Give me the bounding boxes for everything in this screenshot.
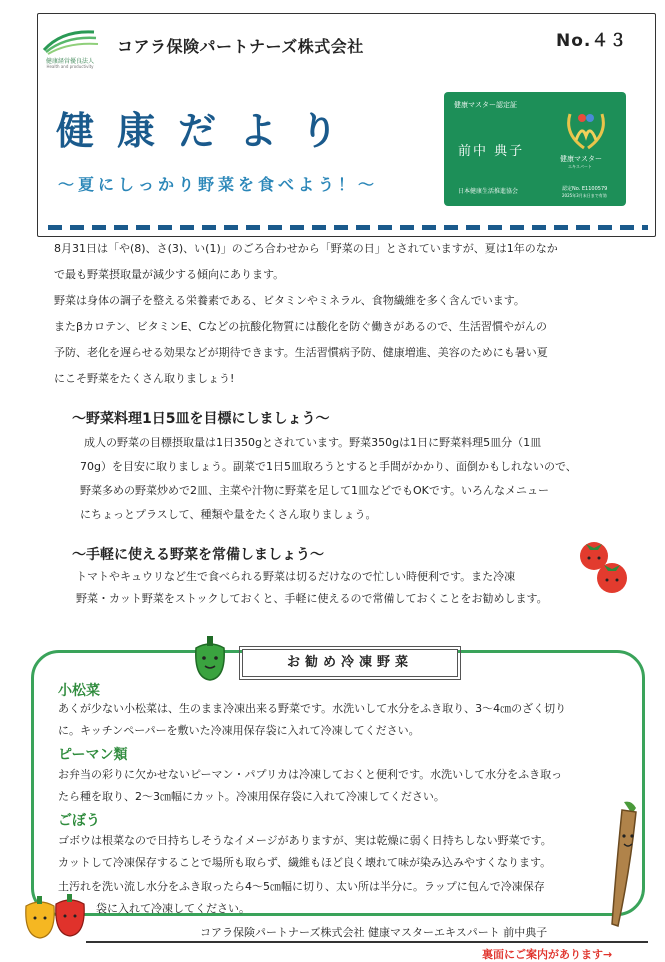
section-heading-stock-vegetables: 〜手軽に使える野菜を常備しましょう〜 [72,547,324,563]
health-master-certificate [444,92,626,206]
section1-line: 野菜多めの野菜炒めで2皿、主菜や汁物に野菜を足して1皿などでもOKです。いろんなメニュー [80,484,549,497]
paprika-illustration-icon [22,888,92,940]
footer-divider [86,941,648,943]
burdock-illustration-icon [596,800,648,932]
certificate-holder-name: 前中 典子 [458,144,525,159]
certificate-number: 認定No. E1100579 [562,186,608,192]
logo-subtext: Health and productivity [46,64,94,69]
intro-line: 予防、老化を遅らせる効果などが期待できます。生活習慣病予防、健康増進、美容のためにも暑い夏 [54,346,548,359]
newsletter-subtitle: 〜夏にしっかり野菜を食べよう！〜 [58,175,379,194]
intro-line: にこそ野菜をたくさん取りましょう! [54,372,235,385]
intro-line: で最も野菜摂取量が減少する傾向にあります。 [54,268,285,281]
section-heading-five-dishes: 〜野菜料理1日5皿を目標にしましょう〜 [72,411,330,427]
dashed-divider [48,225,648,230]
health-management-logo [38,26,102,70]
frozen-vegetables-box [31,650,645,916]
section1-line: 70g）を目安に取りましょう。副菜で1日5皿取ろうとすると手間がかかり、面倒かもしれないので、 [80,460,577,473]
back-page-note: 裏面にご案内があります→ [482,948,613,961]
certificate-expiry: 2025年3月末日まで有効 [562,193,607,198]
issue-number: No.４３ [556,31,628,51]
logo-text: 健康経営優良法人 [45,58,94,65]
footer-author: コアラ保険パートナーズ株式会社 健康マスターエキスパート 前中典子 [200,926,548,939]
komatsuna-line: に。キッチンペーパーを敷いた冷凍用保存袋に入れて冷凍してください。 [58,724,420,737]
pepper-line: お弁当の彩りに欠かせないピーマン・パプリカは冷凍しておくと便利です。水洗いして水分をふき取っ [58,768,563,781]
green-pepper-illustration-icon [190,634,230,682]
komatsuna-heading: 小松菜 [58,683,100,699]
intro-line: 8月31日は「や(8)、さ(3)、い(1)」のごろ合わせから「野菜の日」とされていますが、夏は1年のなか [54,242,558,255]
burdock-line: カットして冷凍保存することで場所も取らず、繊維もほど良く壊れて味が染み込みやすくなります。 [58,856,552,869]
certificate-level-sub: エキスパート [568,164,592,169]
burdock-heading: ごぼう [58,813,100,829]
section2-line: 野菜・カット野菜をストックしておくと、手軽に使えるので常備しておくことをお勧めします。 [76,592,548,605]
pepper-heading: ピーマン類 [58,747,128,763]
burdock-line: ゴボウは根菜なので日持ちしそうなイメージがありますが、実は乾燥に弱く日持ちしない野菜です。 [58,834,552,847]
company-name: コアラ保険パートナーズ株式会社 [117,37,364,56]
newsletter-title: 健康だより [56,109,362,153]
intro-line: またβカロテン、ビタミンE、Cなどの抗酸化物質には酸化を防ぐ働きがあるので、生活習慣やがんの [54,320,547,333]
burdock-line: 土汚れを洗い流し水分をふき取ったら4〜5㎝幅に切り、太い所は半分に。ラップに包んで冷凍保存 [58,880,545,893]
burdock-line: 袋に入れて冷凍してください。 [96,902,250,915]
komatsuna-line: あくが少ない小松菜は、生のまま冷凍出来る野菜です。水洗いして水分をふき取り、3〜4㎝のざく切り [58,702,567,715]
pepper-line: たら種を取り、2〜3㎝幅にカット。冷凍用保存袋に入れて冷凍してください。 [58,790,445,803]
certificate-label: 健康マスター認定証 [454,101,517,109]
frozen-vegetables-tag: お勧め冷凍野菜 [242,649,458,677]
tomato-illustration-icon [576,538,632,596]
section1-line: にちょっとプラスして、種類や量をたくさん取りましょう。 [80,508,377,521]
section1-line: 成人の野菜の目標摂取量は1日350gとされています。野菜350gは1日に野菜料理5皿分（1皿 [84,436,542,449]
section2-line: トマトやキュウリなど生で食べられる野菜は切るだけなので忙しい時便利です。また冷凍 [76,570,516,583]
intro-line: 野菜は身体の調子を整える栄養素である、ビタミンやミネラル、食物繊維を多く含んでいます。 [54,294,525,307]
laurel-emblem-icon [562,106,610,152]
certificate-level: 健康マスター [560,155,602,163]
certificate-org: 日本健康生活推進協会 [458,188,519,195]
